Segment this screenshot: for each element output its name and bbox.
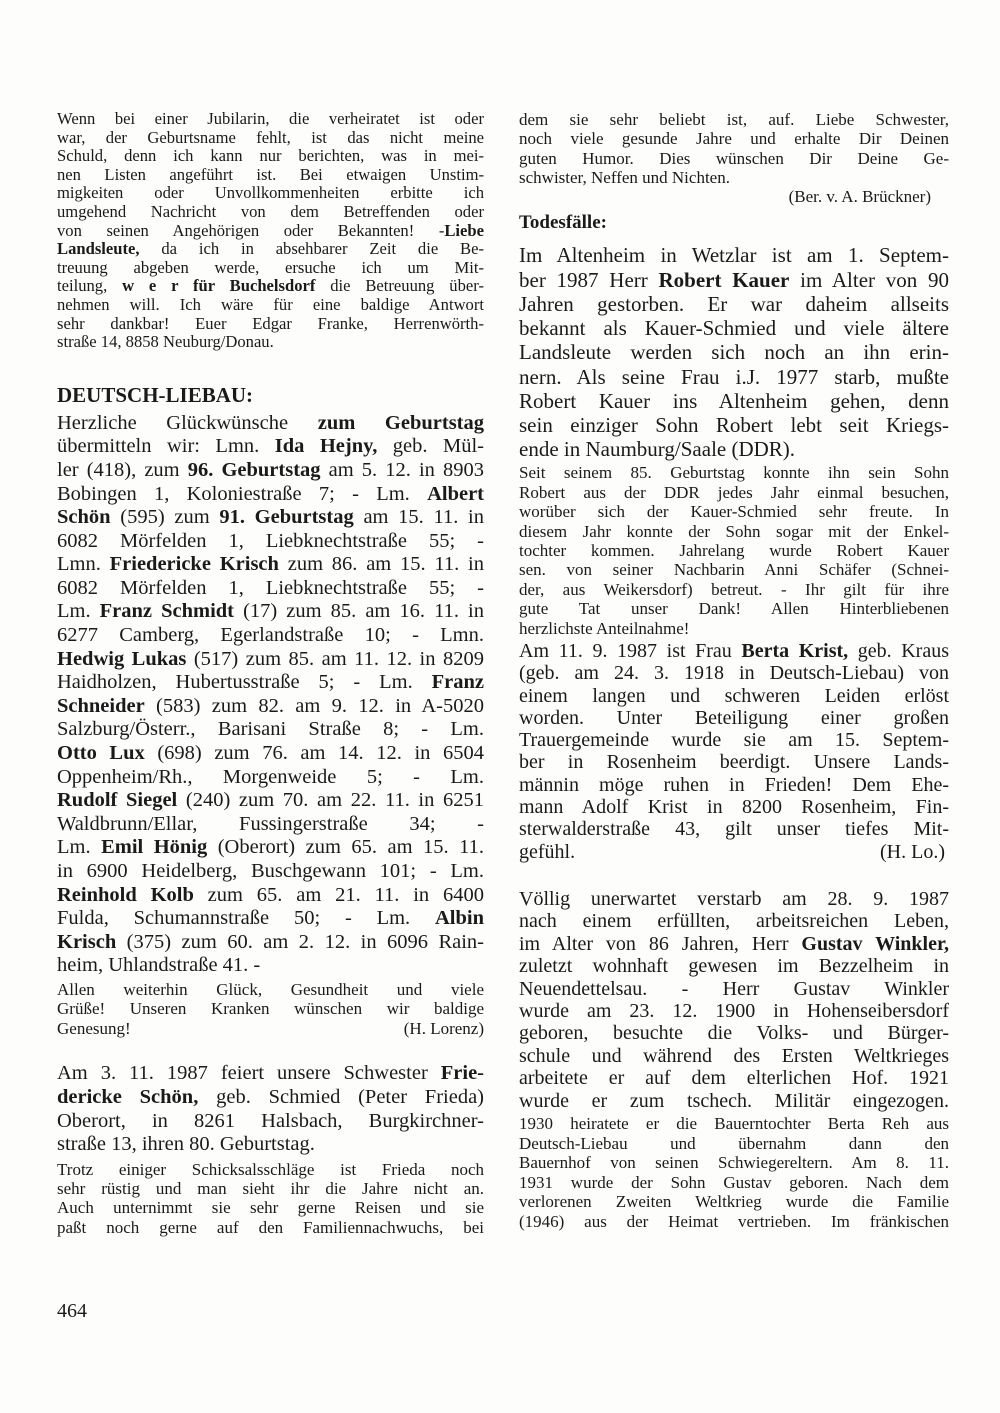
text-line: Waldbrunn/Ellar, Fussingerstraße 34; - bbox=[57, 812, 484, 835]
schoen-birthday-paragraph bbox=[57, 1062, 484, 1156]
text-line: Rudolf Siegel (240) zum 70. am 22. 11. in 6251 bbox=[57, 789, 484, 812]
text-line: Robert Kauer ins Altenheim gehen, denn bbox=[519, 388, 949, 413]
right-column bbox=[519, 110, 949, 1231]
text-line: heim, Uhlandstraße 41. - bbox=[57, 954, 261, 977]
text-line: arbeitete er auf dem elterlichen Hof. 1921 bbox=[519, 1067, 949, 1090]
text-line: Haidholzen, Hubertusstraße 5; - Lm. Franz bbox=[57, 671, 484, 694]
section-heading-deutsch-liebau: DEUTSCH-LIEBAU: bbox=[57, 382, 254, 407]
kauer-detail bbox=[519, 463, 949, 638]
text-line: umgehend Nachricht von dem Betreffenden oder bbox=[57, 202, 484, 221]
text-line: im Alter von 86 Jahren, Herr Gustav Winkler, bbox=[519, 932, 949, 955]
text-line: Oberort, in 8261 Halsbach, Burgkirchner- bbox=[57, 1109, 484, 1132]
text-line: übermitteln wir: Lmn. Ida Hejny, geb. Mül- bbox=[57, 435, 484, 458]
text-line: war, der Geburtsname fehlt, ist das nicht meine bbox=[57, 128, 484, 147]
text-line: (geb. am 24. 3. 1918 in Deutsch-Liebau) von bbox=[519, 662, 949, 685]
text-line: wurde er zum tschech. Militär eingezogen. bbox=[519, 1089, 949, 1112]
text-line: wurde am 23. 12. 1900 in Hohenseibersdorf bbox=[519, 999, 949, 1022]
section-heading-todesfaelle: Todesfälle: bbox=[519, 212, 607, 234]
text-line: Bobingen 1, Koloniestraße 7; - Lm. Albert bbox=[57, 482, 484, 505]
text-line: Völlig unerwartet verstarb am 28. 9. 1987 bbox=[519, 887, 949, 910]
author-credit: (H. Lo.) bbox=[880, 840, 945, 863]
text-line: Otto Lux (698) zum 76. am 14. 12. in 6504 bbox=[57, 742, 484, 765]
text-line: geboren, besuchte die Volks- und Bürger- bbox=[519, 1022, 949, 1045]
text-line: Wenn bei einer Jubilarin, die verheiratet ist oder bbox=[57, 110, 484, 128]
text-line: männin möge ruhen in Frieden! Dem Ehe- bbox=[519, 773, 949, 796]
text-line: Am 3. 11. 1987 feiert unsere Schwester Frie- bbox=[57, 1062, 484, 1085]
schoen-continuation bbox=[519, 110, 949, 206]
text-line: Trauergemeinde wurde sie am 15. Septem- bbox=[519, 729, 949, 752]
text-line: nehmen will. Ich wäre für eine baldige Antwort bbox=[57, 295, 484, 314]
text-line: dericke Schön, geb. Schmied (Peter Frieda) bbox=[57, 1086, 484, 1109]
krist-obituary bbox=[519, 640, 949, 863]
author-credit: (H. Lorenz) bbox=[403, 1018, 484, 1038]
text-line: Schön (595) zum 91. Geburtstag am 15. 11. in bbox=[57, 506, 484, 529]
kauer-obituary bbox=[519, 243, 949, 461]
text-line: Im Altenheim in Wetzlar ist am 1. Septem- bbox=[519, 243, 949, 268]
text-line: Seit seinem 85. Geburtstag konnte ihn sein Sohn bbox=[519, 463, 949, 483]
text-line: ber 1987 Herr Robert Kauer im Alter von 90 bbox=[519, 267, 949, 292]
text-line: Am 11. 9. 1987 ist Frau Berta Krist, geb. Kraus bbox=[519, 639, 949, 662]
text-line: verlorenen Zweiten Weltkrieg wurde die Familie bbox=[519, 1192, 949, 1211]
text-line: Herzliche Glückwünsche zum Geburtstag bbox=[57, 411, 484, 434]
birthday-list bbox=[57, 412, 484, 978]
text-line: Reinhold Kolb zum 65. am 21. 11. in 6400 bbox=[57, 883, 484, 906]
text-line: herzlichste Anteilnahme! bbox=[519, 618, 690, 638]
text-line: gute Tat unser Dank! Allen Hinterbliebenen bbox=[519, 599, 949, 619]
text-line: worden. Unter Beteiligung einer großen bbox=[519, 706, 949, 729]
text-line: sehr rüstig und man sieht ihr die Jahre nicht an. bbox=[57, 1179, 484, 1199]
text-line: Deutsch-Liebau und übernahm dann den bbox=[519, 1133, 949, 1153]
text-line: nern. Als seine Frau i.J. 1977 starb, mußte bbox=[519, 364, 949, 389]
text-line: worüber sich der Kauer-Schmied sehr freute. In bbox=[519, 502, 949, 522]
text-line: ber in Rosenheim beerdigt. Unsere Lands- bbox=[519, 751, 949, 774]
text-line: ende in Naumburg/Saale (DDR). bbox=[519, 437, 796, 462]
text-line: dem sie sehr beliebt ist, auf. Liebe Schwester, bbox=[519, 110, 949, 129]
author-credit: (Ber. v. A. Brückner) bbox=[788, 187, 931, 207]
text-line: Oppenheim/Rh., Morgenweide 5; - Lm. bbox=[57, 765, 484, 788]
text-line: Trotz einiger Schicksalsschläge ist Frieda noch bbox=[57, 1159, 484, 1179]
text-line: zuletzt wohnhaft gewesen im Bezzelheim in bbox=[519, 955, 949, 978]
text-line: Allen weiterhin Glück, Gesundheit und viele bbox=[57, 979, 484, 999]
text-line: mann Adolf Krist in 8200 Rosenheim, Fin- bbox=[519, 796, 949, 819]
text-line: sein einziger Sohn Robert lebt seit Kriegs- bbox=[519, 412, 949, 437]
text-line: ler (418), zum 96. Geburtstag am 5. 12. in 8903 bbox=[57, 458, 484, 481]
text-line: Grüße! Unseren Kranken wünschen wir baldige bbox=[57, 999, 484, 1019]
text-line: einem langen und schweren Leiden erlöst bbox=[519, 684, 949, 707]
page-number: 464 bbox=[57, 1300, 87, 1322]
text-line: schwister, Neffen und Nichten. bbox=[519, 167, 730, 187]
text-line: 1931 wurde der Sohn Gustav geboren. Nach dem bbox=[519, 1172, 949, 1192]
text-line: Lmn. Friedericke Krisch zum 86. am 15. 11. in bbox=[57, 553, 484, 576]
text-line: Hedwig Lukas (517) zum 85. am 11. 12. in 8209 bbox=[57, 647, 484, 670]
text-line: migkeiten oder Unvollkommenheiten erbitte ich bbox=[57, 184, 484, 203]
signature-line: Genesung! (H. Lorenz) bbox=[57, 1018, 484, 1038]
text-line: bekannt als Kauer-Schmied und viele ältere bbox=[519, 316, 949, 341]
text-line: Landsleute werden sich noch an ihn erin- bbox=[519, 340, 949, 365]
left-column bbox=[57, 110, 484, 1237]
text-line: Schneider (583) zum 82. am 9. 12. in A-5020 bbox=[57, 694, 484, 717]
text-line: Auch unternimmt sie sehr gerne Reisen und sie bbox=[57, 1198, 484, 1218]
text-line: Salzburg/Österr., Barisani Straße 8; - Lm. bbox=[57, 718, 484, 741]
text-line: Schuld, denn ich kann nur berichten, was in mei- bbox=[57, 147, 484, 166]
text-line: nach einem erfüllten, arbeitsreichen Leben, bbox=[519, 910, 949, 933]
text-line: Landsleute, da ich in absehbarer Zeit die Be- bbox=[57, 240, 484, 259]
text-line: treuung abgeben werde, ersuche ich um Mit- bbox=[57, 258, 484, 277]
text-line: Krisch (375) zum 60. am 2. 12. in 6096 Rain- bbox=[57, 930, 484, 953]
text-line: Robert aus der DDR jedes Jahr einmal besuchen, bbox=[519, 482, 949, 502]
text-line: schule und während des Ersten Weltkrieges bbox=[519, 1044, 949, 1067]
winkler-obituary bbox=[519, 888, 949, 1112]
winkler-detail bbox=[519, 1114, 949, 1231]
text-line: in 6900 Heidelberg, Buschgewann 101; - Lm. bbox=[57, 860, 484, 882]
text-line: tochter kommen. Jahrelang wurde Robert Kauer bbox=[519, 540, 949, 560]
text-line: 1930 heiratete er die Bauerntochter Berta Reh aus bbox=[519, 1114, 949, 1133]
schoen-detail-paragraph bbox=[57, 1160, 484, 1237]
greeting-paragraph bbox=[57, 980, 484, 1039]
signature-line: gefühl. (H. Lo.) bbox=[519, 840, 945, 863]
text-line: straße 14, 8858 Neuburg/Donau. bbox=[57, 333, 274, 352]
text-line: Jahren gestorben. Er war daheim allseits bbox=[519, 291, 949, 316]
text-line: von seinen Angehörigen oder Bekannten! -Liebe bbox=[57, 221, 484, 240]
text-line: noch viele gesunde Jahre und erhalte Dir Deinen bbox=[519, 129, 949, 149]
text-line: Lm. Emil Hönig (Oberort) zum 65. am 15. 11. bbox=[57, 836, 484, 859]
text-line: sehr dankbar! Euer Edgar Franke, Herrenwörth- bbox=[57, 314, 484, 333]
text-line: nen Listen angeführt ist. Bei etwaigen Unstim- bbox=[57, 165, 484, 184]
text-line: Lm. Franz Schmidt (17) zum 85. am 16. 11. in bbox=[57, 600, 484, 623]
text-line: (1946) aus der Heimat vertrieben. Im fränkischen bbox=[519, 1211, 949, 1231]
text-line: paßt noch gerne auf den Familiennachwuchs, bei bbox=[57, 1217, 484, 1237]
text-line: guten Humor. Dies wünschen Dir Deine Ge- bbox=[519, 148, 949, 168]
text-line: Neuendettelsau. - Herr Gustav Winkler bbox=[519, 977, 949, 1000]
text-line: sen. von seiner Nachbarin Anni Schäfer (Schnei- bbox=[519, 560, 949, 580]
text-line: Bauernhof von seinen Schwiegereltern. Am 8. 11. bbox=[519, 1153, 949, 1172]
text-line: 6082 Mörfelden 1, Liebknechtstraße 55; - bbox=[57, 576, 484, 599]
text-line: teilung, w e r für Buchelsdorf die Betreuung über- bbox=[57, 277, 484, 296]
intro-paragraph bbox=[57, 110, 484, 352]
text-line: diesem Jahr konnte der Sohn sogar mit der Enkel- bbox=[519, 521, 949, 541]
text-line: 6277 Camberg, Egerlandstraße 10; - Lmn. bbox=[57, 624, 484, 647]
text-line: sterwalderstraße 43, gilt unser tiefes Mit- bbox=[519, 818, 949, 841]
text-line: der, aus Weikersdorf) betreut. - Ihr gilt für ihre bbox=[519, 579, 949, 599]
text-line: 6082 Mörfelden 1, Liebknechtstraße 55; - bbox=[57, 529, 484, 552]
text-line: straße 13, ihren 80. Geburtstag. bbox=[57, 1133, 315, 1156]
text-line: Fulda, Schumannstraße 50; - Lm. Albin bbox=[57, 907, 484, 930]
